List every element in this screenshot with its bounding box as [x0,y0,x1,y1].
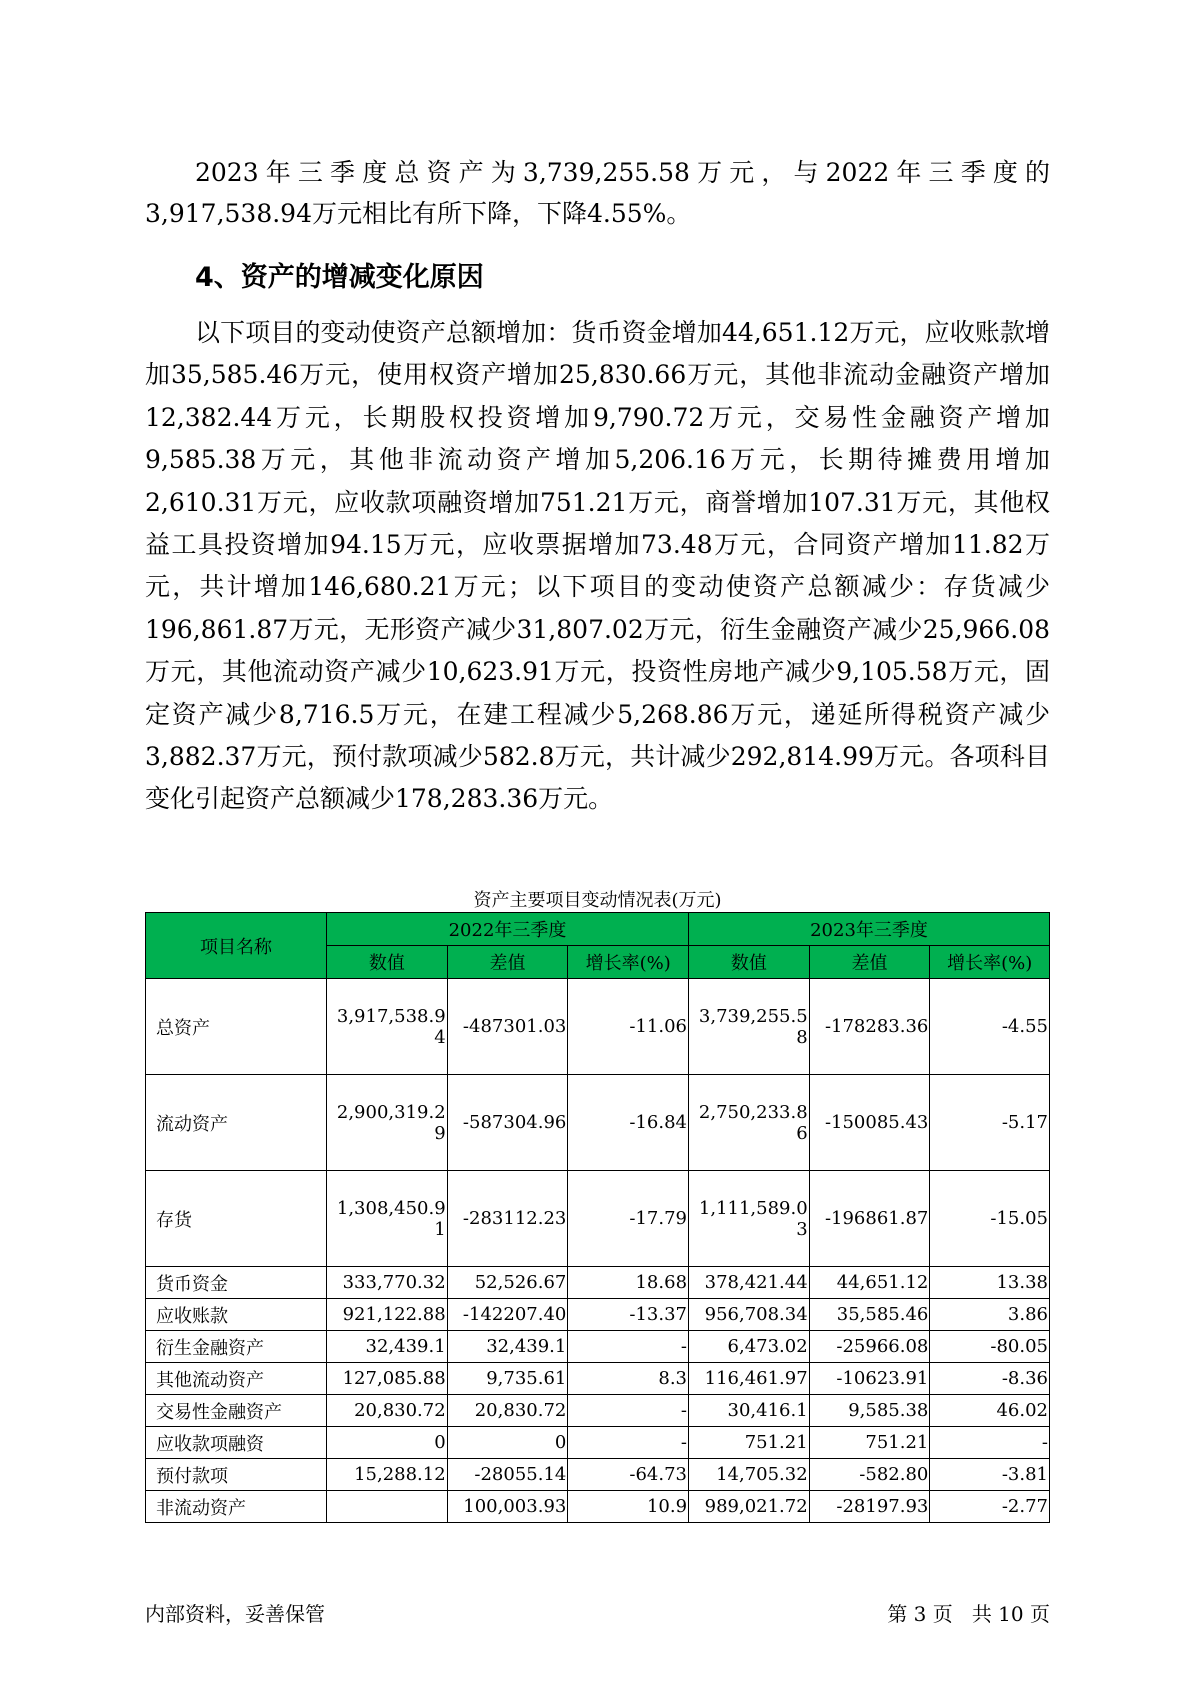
cell-d22: 20,830.72 [447,1395,568,1427]
cell-d23: -28197.93 [809,1491,930,1523]
cell-d23: -25966.08 [809,1331,930,1363]
header-diff-2023: 差值 [809,946,930,979]
change-reason-paragraph: 以下项目的变动使资产总额增加：货币资金增加44,651.12万元，应收账款增加35,585.46万元，使用权资产增加25,830.66万元，其他非流动金融资产增加12,382.44万元，长期股权投资增加9,790.72万元，交易性金融资产增加9,585.38万元，其他非流动资产增加5,206.16万元，长期待摊费用增加2,610.31万元，应收款项融资增加751.21万元，商誉增加107.31万元，其他权益工具投资增加94.15万元，应收票据增加73.48万元，合同资产增加11.82万元，共计增加146,680.21万元；以下项目的变动使资产总额减少：存货减少196,861.87万元，无形资产减少31,807.02万元，衍生金融资产减少25,966.08万元，其他流动资产减少10,623.91万元，投资性房地产减少9,105.58万元，固定资产减少8,716.5万元，在建工程减少5,268.86万元，递延所得税资产减少3,882.37万元，预付款项减少582.8万元，共计减少292,814.99万元。各项科目变化引起资产总额减少178,283.36万元。 [145,318,1050,814]
header-growth-2023: 增长率(%) [930,946,1050,979]
cell-d22: 9,735.61 [447,1363,568,1395]
row-item-name: 非流动资产 [146,1491,327,1523]
cell-v22: 333,770.32 [327,1267,448,1299]
table-row [146,1459,1050,1491]
cell-d23: -582.80 [809,1459,930,1491]
footer-confidential-note: 内部资料，妥善保管 [145,1602,325,1626]
row-item-name: 应收款项融资 [146,1427,327,1459]
cell-d23: 751.21 [809,1427,930,1459]
table-row [146,1171,1050,1267]
cell-v22: 20,830.72 [327,1395,448,1427]
cell-g22: - [568,1331,689,1363]
cell-v22: 921,122.88 [327,1299,448,1331]
cell-g23: -4.55 [930,979,1050,1075]
table-row [146,1075,1050,1171]
cell-g23: -8.36 [930,1363,1050,1395]
header-period-2022: 2022年三季度 [327,913,689,946]
cell-v22: 127,085.88 [327,1363,448,1395]
cell-g23: -5.17 [930,1075,1050,1171]
cell-v23: 378,421.44 [689,1267,810,1299]
cell-g23: 13.38 [930,1267,1050,1299]
table-row [146,1395,1050,1427]
cell-v22 [327,1491,448,1523]
cell-v23: 6,473.02 [689,1331,810,1363]
cell-v23: 3,739,255.58 [689,979,810,1075]
cell-g23: -15.05 [930,1171,1050,1267]
footer-page-number: 第 3 页 共 10 页 [887,1602,1050,1626]
cell-g22: - [568,1427,689,1459]
cell-v23: 751.21 [689,1427,810,1459]
header-diff-2022: 差值 [447,946,568,979]
table-row [146,1267,1050,1299]
table-row [146,979,1050,1075]
cell-d22: -28055.14 [447,1459,568,1491]
row-item-name: 其他流动资产 [146,1363,327,1395]
cell-v23: 30,416.1 [689,1395,810,1427]
cell-d22: -142207.40 [447,1299,568,1331]
summary-paragraph: 2023年三季度总资产为3,739,255.58万元，与2022年三季度的3,917,538.94万元相比有所下降，下降4.55%。 [145,158,1050,228]
header-value-2022: 数值 [327,946,448,979]
table-row [146,1427,1050,1459]
row-item-name: 货币资金 [146,1267,327,1299]
table-row [146,1299,1050,1331]
cell-d23: -150085.43 [809,1075,930,1171]
row-item-name: 衍生金融资产 [146,1331,327,1363]
section-heading: 4、资产的增减变化原因 [195,262,484,293]
table-row [146,1363,1050,1395]
header-item-name: 项目名称 [146,913,327,979]
cell-v23: 116,461.97 [689,1363,810,1395]
row-item-name: 预付款项 [146,1459,327,1491]
cell-v22: 0 [327,1427,448,1459]
cell-g23: - [930,1427,1050,1459]
cell-v22: 15,288.12 [327,1459,448,1491]
cell-d22: 52,526.67 [447,1267,568,1299]
row-item-name: 流动资产 [146,1075,327,1171]
cell-d23: 44,651.12 [809,1267,930,1299]
cell-g22: -16.84 [568,1075,689,1171]
row-item-name: 交易性金融资产 [146,1395,327,1427]
cell-v23: 956,708.34 [689,1299,810,1331]
cell-d22: -283112.23 [447,1171,568,1267]
cell-g23: -2.77 [930,1491,1050,1523]
cell-d22: -587304.96 [447,1075,568,1171]
cell-g22: 10.9 [568,1491,689,1523]
cell-v22: 2,900,319.29 [327,1075,448,1171]
cell-v23: 989,021.72 [689,1491,810,1523]
header-period-2023: 2023年三季度 [689,913,1050,946]
cell-d23: -178283.36 [809,979,930,1075]
cell-g22: -17.79 [568,1171,689,1267]
cell-g22: - [568,1395,689,1427]
cell-d22: 32,439.1 [447,1331,568,1363]
cell-d23: -196861.87 [809,1171,930,1267]
cell-g23: 46.02 [930,1395,1050,1427]
cell-d22: 100,003.93 [447,1491,568,1523]
cell-v22: 32,439.1 [327,1331,448,1363]
table-caption: 资产主要项目变动情况表(万元) [473,890,722,911]
table-row [146,1491,1050,1523]
header-growth-2022: 增长率(%) [568,946,689,979]
cell-g22: -64.73 [568,1459,689,1491]
cell-g22: 8.3 [568,1363,689,1395]
cell-v23: 2,750,233.86 [689,1075,810,1171]
cell-g23: -3.81 [930,1459,1050,1491]
row-item-name: 应收账款 [146,1299,327,1331]
cell-v23: 1,111,589.03 [689,1171,810,1267]
asset-change-table [145,912,1050,1523]
cell-d22: 0 [447,1427,568,1459]
cell-v22: 3,917,538.94 [327,979,448,1075]
cell-d23: -10623.91 [809,1363,930,1395]
cell-d22: -487301.03 [447,979,568,1075]
row-item-name: 总资产 [146,979,327,1075]
cell-g22: -11.06 [568,979,689,1075]
cell-v22: 1,308,450.91 [327,1171,448,1267]
cell-g23: -80.05 [930,1331,1050,1363]
cell-d23: 35,585.46 [809,1299,930,1331]
table-row [146,1331,1050,1363]
cell-g22: -13.37 [568,1299,689,1331]
cell-v23: 14,705.32 [689,1459,810,1491]
header-value-2023: 数值 [689,946,810,979]
cell-d23: 9,585.38 [809,1395,930,1427]
row-item-name: 存货 [146,1171,327,1267]
cell-g23: 3.86 [930,1299,1050,1331]
cell-g22: 18.68 [568,1267,689,1299]
